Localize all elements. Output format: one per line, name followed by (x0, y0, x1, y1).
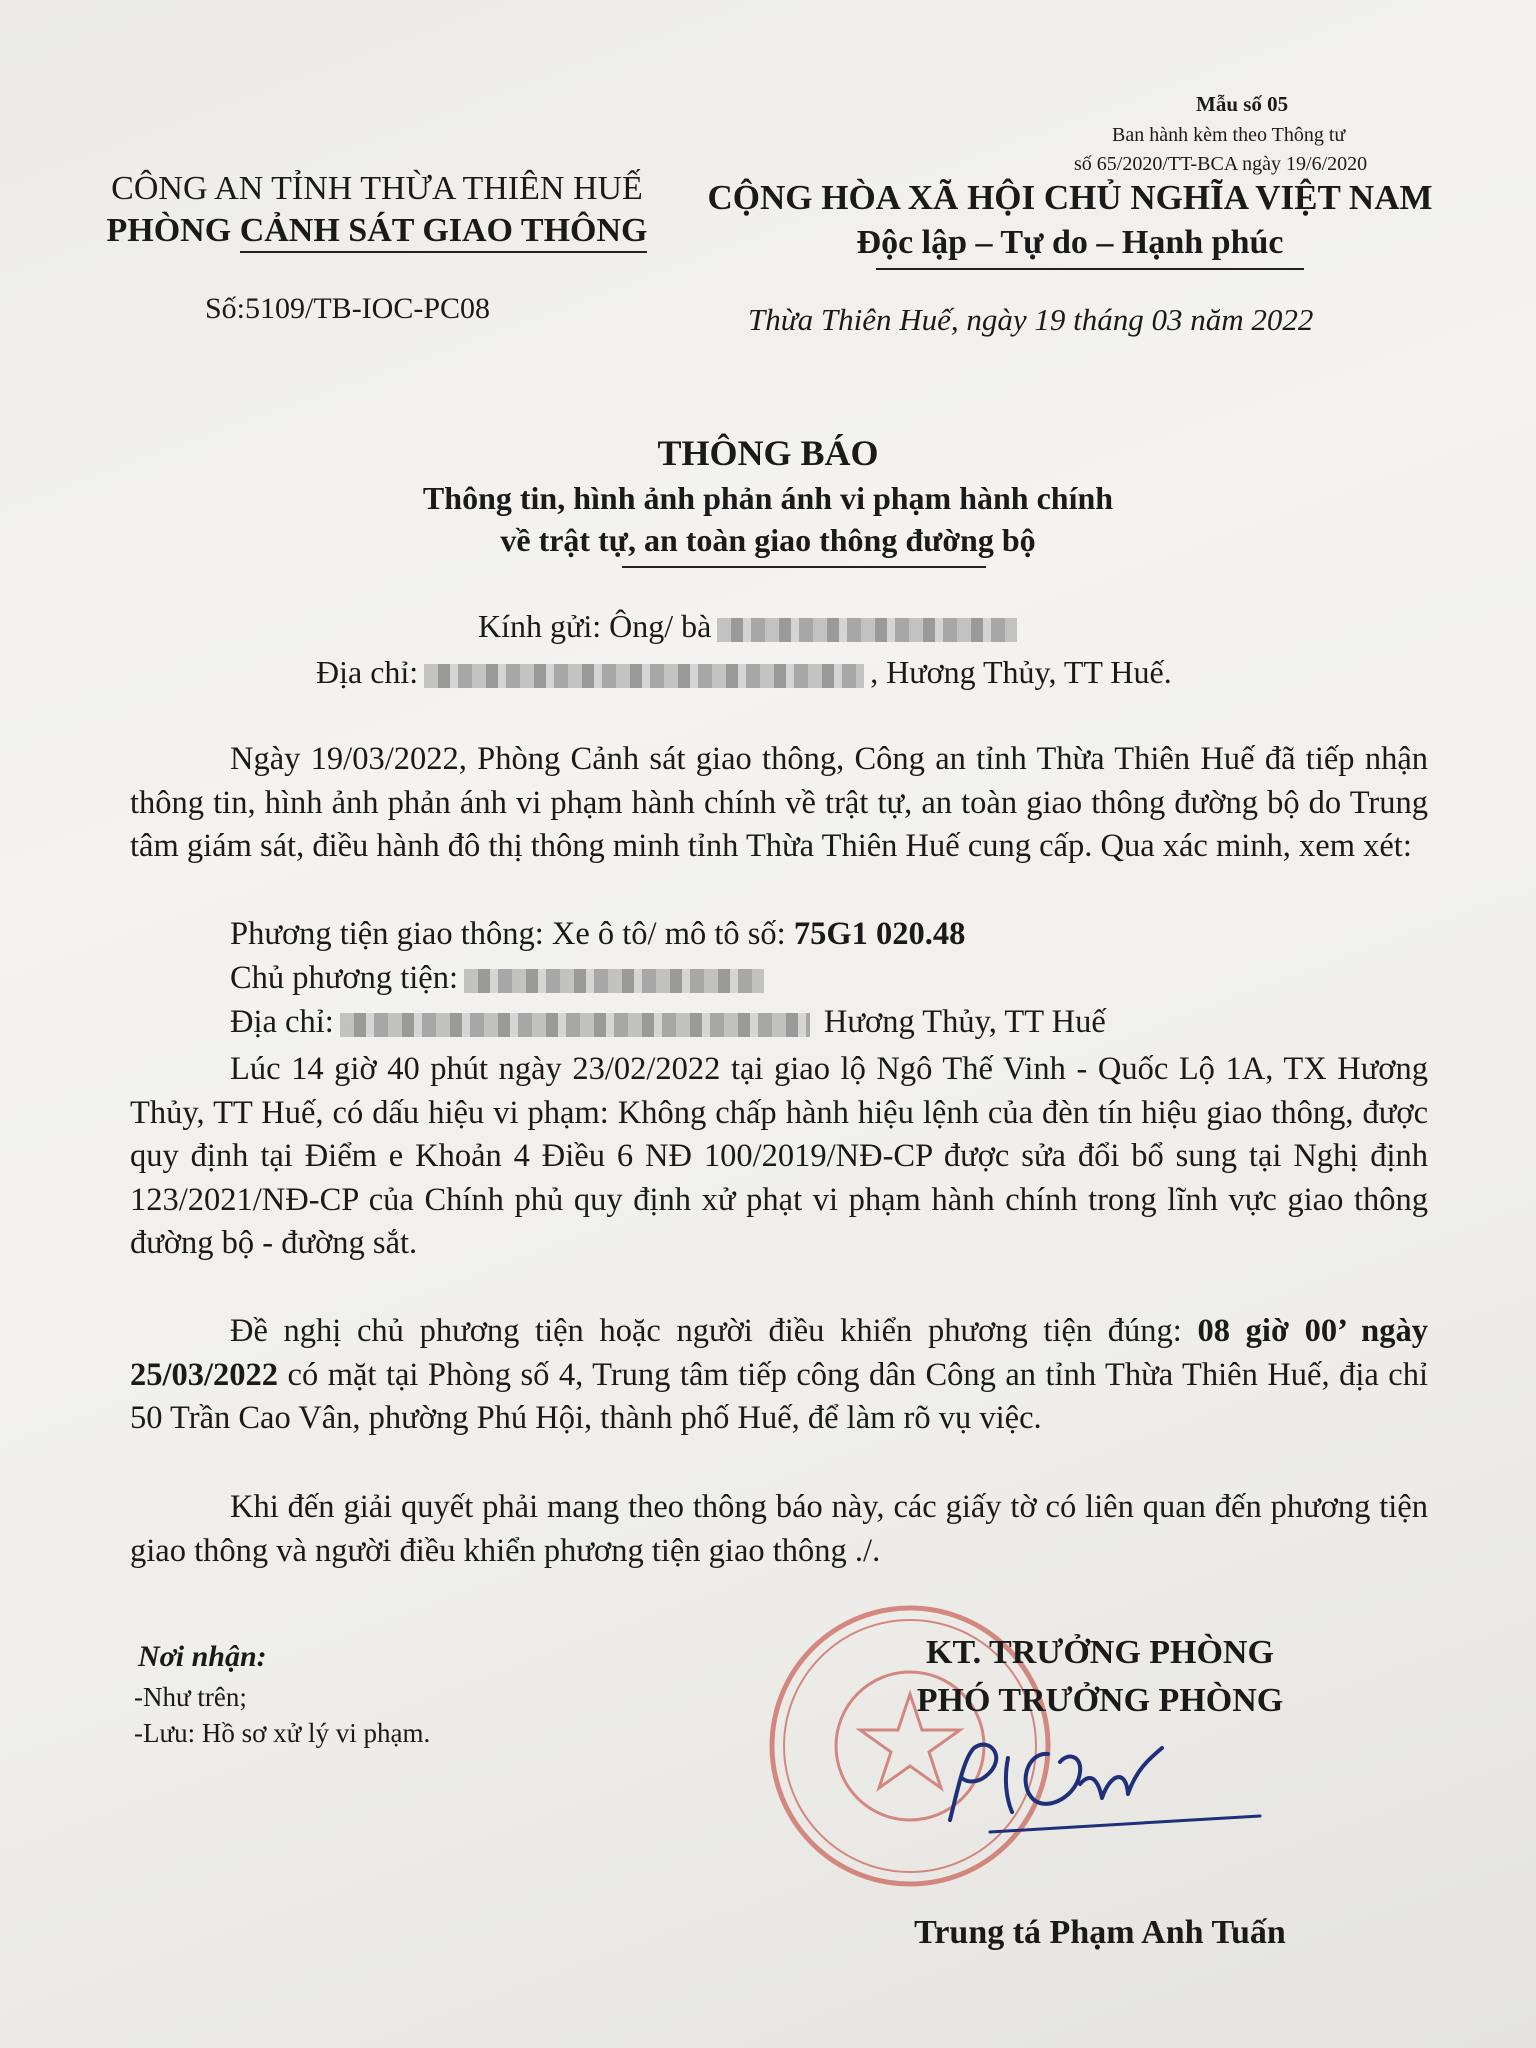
request-text-b: có mặt tại Phòng số 4, Trung tâm tiếp công dân Công an tỉnh Thừa Thiên Huế, địa chỉ 50 Trần Cao Vân, phường Phú Hội, thành phố Huế, để làm rõ vụ việc. (130, 1356, 1428, 1436)
paragraph-intro: Ngày 19/03/2022, Phòng Cảnh sát giao thông, Công an tỉnh Thừa Thiên Huế đã tiếp nhận thông tin, hình ảnh phản ánh vi phạm hành chính về trật tự, an toàn giao thông đường bộ do Trung tâm giám sát, điều hành đô thị thông minh tỉnh Thừa Thiên Huế cung cấp. Qua xác minh, xem xét: (130, 741, 1428, 864)
signatory-title-line2: PHÓ TRƯỞNG PHÒNG (916, 1682, 1284, 1719)
department-prefix: PHÒNG (106, 212, 240, 249)
document-number: Số:5109/TB-IOC-PC08 (205, 292, 491, 325)
request-text-a: Đề nghị chủ phương tiện hoặc người điều khiển phương tiện đúng: (230, 1313, 1198, 1349)
greeting-label: Kính gửi: Ông/ bà (478, 608, 712, 644)
issuing-authority-department (92, 212, 662, 250)
paragraph-closing: Khi đến giải quyết phải mang theo thông báo này, các giấy tờ có liên quan đến phương tiện giao thông và người điều khiển phương tiện giao thông ./. (130, 1489, 1428, 1569)
vehicle-line (230, 916, 965, 953)
redacted-owner-address (340, 1013, 810, 1037)
owner-address-label: Địa chỉ: (230, 1004, 334, 1040)
redacted-name (717, 618, 1017, 642)
recipient-address (316, 654, 1172, 691)
department-name: CẢNH SÁT GIAO THÔNG (240, 212, 648, 253)
recipient-greeting (478, 608, 1023, 645)
motto-underline (876, 268, 1304, 270)
issuing-authority-parent: CÔNG AN TỈNH THỪA THIÊN HUẾ (111, 170, 643, 207)
redacted-owner (464, 969, 764, 993)
vehicle-plate: 75G1 020.48 (793, 916, 966, 952)
paragraph-incident: Lúc 14 giờ 40 phút ngày 23/02/2022 tại giao lộ Ngô Thế Vinh - Quốc Lộ 1A, TX Hương Thủy, TT Huế, có dấu hiệu vi phạm: Không chấp hành hiệu lệnh của đèn tín hiệu giao thông, được quy định tại Điểm e Khoản 4 Điều 6 NĐ 100/2019/NĐ-CP được sửa đổi bổ sung tại Nghị định 123/2021/NĐ-CP của Chính phủ quy định xử phạt vi phạm hành chính trong lĩnh vực giao thông đường bộ - đường sắt. (130, 1051, 1428, 1261)
form-reference-line1: Ban hành kèm theo Thông tư (1112, 124, 1346, 146)
request-time: 08 giờ 00’ ngày 25/03/2022 (130, 1313, 1428, 1393)
issue-date-line: Thừa Thiên Huế, ngày 19 tháng 03 năm 2022 (748, 302, 1314, 337)
address-tail: , Hương Thủy, TT Huế. (870, 654, 1172, 690)
form-number: Mẫu số 05 (1196, 92, 1289, 116)
owner-label: Chủ phương tiện: (230, 960, 458, 996)
signatory-title-line1: KT. TRƯỞNG PHÒNG (926, 1634, 1274, 1671)
owner-address-tail: Hương Thủy, TT Huế (815, 1004, 1106, 1040)
national-motto: Độc lập – Tự do – Hạnh phúc (856, 224, 1284, 261)
form-reference-line2: số 65/2020/TT-BCA ngày 19/6/2020 (1074, 153, 1368, 175)
owner-address-line (230, 1004, 1106, 1041)
redacted-address (424, 664, 864, 688)
vehicle-label: Phương tiện giao thông: Xe ô tô/ mô tô số: (230, 916, 794, 952)
recipients-item-1: -Như trên; (134, 1682, 247, 1712)
recipients-item-2: -Lưu: Hồ sơ xử lý vi phạm. (134, 1718, 431, 1748)
handwritten-signature (930, 1728, 1270, 1838)
subtitle-underline (622, 566, 986, 568)
document-title: THÔNG BÁO (657, 433, 879, 473)
signer-name: Trung tá Phạm Anh Tuấn (914, 1914, 1286, 1951)
recipients-title: Nơi nhận: (138, 1640, 267, 1673)
paragraph-request (130, 1310, 1428, 1441)
document-subtitle-line2: về trật tự, an toàn giao thông đường bộ (500, 522, 1036, 558)
owner-line (230, 960, 770, 997)
document-subtitle-line1: Thông tin, hình ảnh phản ánh vi phạm hành chính (422, 480, 1114, 516)
national-title: CỘNG HÒA XÃ HỘI CHỦ NGHĨA VIỆT NAM (707, 178, 1433, 217)
address-label: Địa chỉ: (316, 654, 419, 690)
